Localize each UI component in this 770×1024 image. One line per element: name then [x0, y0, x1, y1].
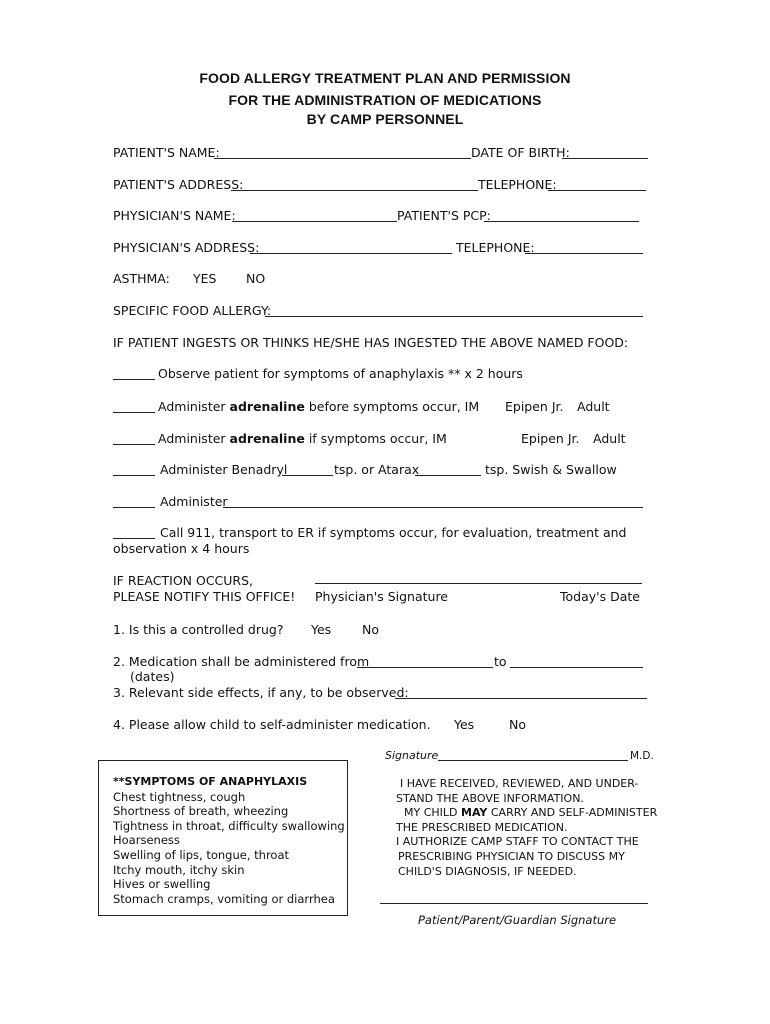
- symptom-item: Tightness in throat, difficulty swallowing: [113, 818, 345, 833]
- md-suffix: M.D.: [630, 750, 654, 762]
- patient-pcp-label: PATIENT'S PCP:: [397, 208, 491, 223]
- administer-field[interactable]: [223, 507, 643, 508]
- physician-signature-field[interactable]: [315, 583, 642, 584]
- adult-option-1[interactable]: Adult: [577, 399, 610, 414]
- physician-address-label: PHYSICIAN'S ADDRESS:: [113, 240, 260, 255]
- adrenaline-before-checkline[interactable]: [113, 412, 155, 413]
- patient-name-field[interactable]: [214, 158, 471, 159]
- call911-text-2: observation x 4 hours: [113, 541, 250, 556]
- ingest-heading: IF PATIENT INGESTS OR THINKS HE/SHE HAS INGESTED THE ABOVE NAMED FOOD:: [113, 335, 629, 350]
- symptoms-list: [113, 775, 345, 906]
- question-self-administer: 4. Please allow child to self-administer medication.: [113, 717, 431, 732]
- self-administer-yes-option[interactable]: Yes: [454, 717, 475, 732]
- physician-telephone-field[interactable]: [525, 253, 643, 254]
- physician-signature-label: Physician's Signature: [315, 589, 448, 604]
- dates-note: (dates): [130, 669, 175, 684]
- todays-date-label: Today's Date: [560, 589, 640, 604]
- asthma-yes-option[interactable]: YES: [193, 271, 217, 286]
- symptom-item: Chest tightness, cough: [113, 789, 246, 804]
- md-signature-field[interactable]: [438, 760, 628, 761]
- symptom-item: Swelling of lips, tongue, throat: [113, 847, 290, 862]
- reaction-line2: PLEASE NOTIFY THIS OFFICE!: [113, 589, 296, 604]
- adrenaline-if-text: Administer adrenaline if symptoms occur, IM: [158, 431, 447, 446]
- physician-name-label: PHYSICIAN'S NAME:: [113, 208, 236, 223]
- patient-pcp-field[interactable]: [484, 221, 639, 222]
- controlled-no-option[interactable]: No: [362, 622, 379, 637]
- md-signature-label: Signature: [385, 749, 439, 762]
- form-title-line1: FOOD ALLERGY TREATMENT PLAN AND PERMISSION: [199, 70, 571, 86]
- auth-line: STAND THE ABOVE INFORMATION.: [396, 791, 584, 805]
- symptom-item: Hives or swelling: [113, 877, 211, 892]
- reaction-line1: IF REACTION OCCURS,: [113, 573, 254, 588]
- self-administer-no-option[interactable]: No: [509, 717, 526, 732]
- patient-address-label: PATIENT'S ADDRESS:: [113, 177, 244, 192]
- asthma-label: ASTHMA:: [113, 271, 170, 286]
- patient-address-field[interactable]: [231, 190, 478, 191]
- call911-text: Call 911, transport to ER if symptoms occur, for evaluation, treatment and: [160, 525, 627, 540]
- adrenaline-if-checkline[interactable]: [113, 444, 155, 445]
- symptom-item: Hoarseness: [113, 833, 180, 848]
- physician-address-field[interactable]: [250, 253, 452, 254]
- symptom-item: Itchy mouth, itchy skin: [113, 862, 245, 877]
- call911-checkline[interactable]: [113, 538, 155, 539]
- physician-telephone-label: TELEPHONE:: [456, 240, 535, 255]
- date-to-field[interactable]: [510, 667, 643, 668]
- telephone-field[interactable]: [548, 190, 646, 191]
- food-allergy-field[interactable]: [265, 316, 643, 317]
- date-to-label: to: [494, 654, 507, 669]
- symptom-item: Stomach cramps, vomiting or diarrhea: [113, 891, 335, 906]
- side-effects-field[interactable]: [395, 698, 647, 699]
- authorization-text: [396, 777, 657, 879]
- form-title-line2: FOR THE ADMINISTRATION OF MEDICATIONS: [228, 92, 542, 108]
- symptoms-heading: **SYMPTOMS OF ANAPHYLAXIS: [113, 775, 308, 788]
- telephone-label: TELEPHONE:: [478, 177, 557, 192]
- observe-checkline[interactable]: [113, 379, 155, 380]
- dob-label: DATE OF BIRTH:: [471, 145, 570, 160]
- swish-text: tsp. Swish & Swallow: [485, 462, 617, 477]
- controlled-yes-option[interactable]: Yes: [311, 622, 332, 637]
- epipen-jr-option-2[interactable]: Epipen Jr.: [521, 431, 580, 446]
- adult-option-2[interactable]: Adult: [593, 431, 626, 446]
- auth-line: I AUTHORIZE CAMP STAFF TO CONTACT THE: [396, 835, 639, 849]
- question-dates: 2. Medication shall be administered from: [113, 654, 370, 669]
- patient-name-label: PATIENT'S NAME:: [113, 145, 220, 160]
- epipen-jr-option-1[interactable]: Epipen Jr.: [505, 399, 564, 414]
- food-allergy-label: SPECIFIC FOOD ALLERGY:: [113, 303, 272, 318]
- auth-line-may: MY CHILD MAY CARRY AND SELF-ADMINISTER: [404, 806, 658, 820]
- physician-name-field[interactable]: [232, 221, 397, 222]
- auth-line: THE PRESCRIBED MEDICATION.: [396, 820, 568, 834]
- administer-checkline[interactable]: [113, 507, 155, 508]
- adrenaline-before-text: Administer adrenaline before symptoms occur, IM: [158, 399, 480, 414]
- auth-line: I HAVE RECEIVED, REVIEWED, AND UNDER-: [400, 777, 639, 790]
- atarax-text: tsp. or Atarax: [334, 462, 420, 477]
- guardian-signature-field[interactable]: [380, 903, 648, 904]
- question-controlled-drug: 1. Is this a controlled drug?: [113, 622, 284, 637]
- auth-line: CHILD'S DIAGNOSIS, IF NEEDED.: [398, 864, 577, 878]
- dob-field[interactable]: [562, 158, 648, 159]
- form-title-line3: BY CAMP PERSONNEL: [306, 111, 464, 127]
- question-side-effects: 3. Relevant side effects, if any, to be observed:: [113, 685, 409, 700]
- guardian-signature-label: Patient/Parent/Guardian Signature: [418, 913, 617, 927]
- symptom-item: Shortness of breath, wheezing: [113, 804, 289, 819]
- benadryl-checkline[interactable]: [113, 475, 155, 476]
- observe-text: Observe patient for symptoms of anaphylaxis ** x 2 hours: [158, 366, 523, 381]
- atarax-amount-field[interactable]: [415, 475, 481, 476]
- administer-text: Administer: [160, 494, 228, 509]
- date-from-field[interactable]: [357, 667, 493, 668]
- auth-line: PRESCRIBING PHYSICIAN TO DISCUSS MY: [398, 849, 625, 863]
- asthma-no-option[interactable]: NO: [246, 271, 266, 286]
- benadryl-amount-field[interactable]: [282, 475, 333, 476]
- benadryl-text: Administer Benadryl: [160, 462, 288, 477]
